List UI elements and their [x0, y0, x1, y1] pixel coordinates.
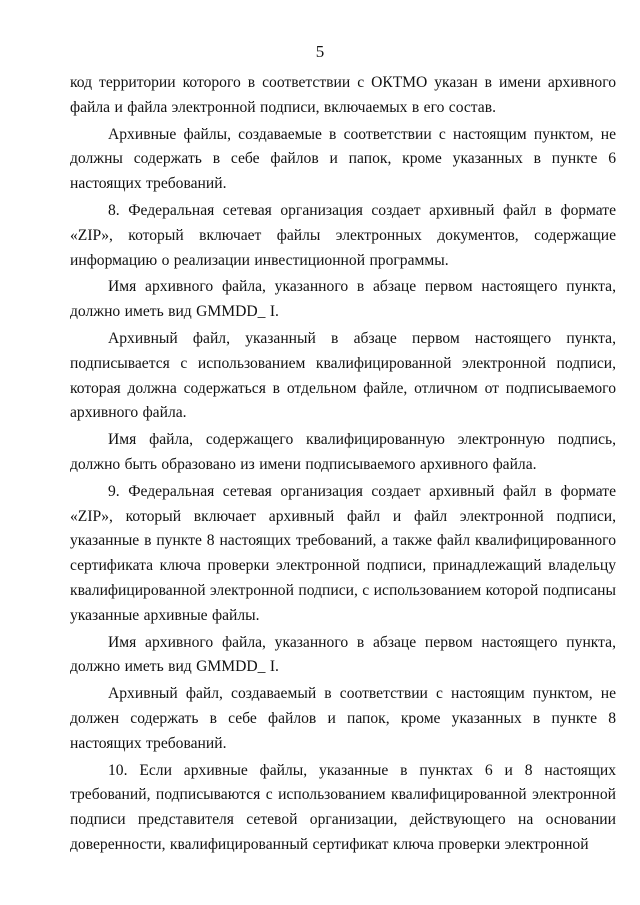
paragraph-continuation: код территории которого в соответствии с ОКТМО указан в имени архивного файла и файла электронной подписи, включаемых в его состав.	[70, 74, 616, 116]
paragraph-item-8: 8. Федеральная сетевая организация создает архивный файл в формате «ZIP», который включает файлы электронных документов, содержащие информацию о реализации инвестиционной программы.	[70, 201, 616, 269]
paragraph: Имя файла, содержащего квалифицированную электронную подпись, должно быть образовано из имени подписываемого архивного файла.	[70, 431, 616, 473]
paragraph: Имя архивного файла, указанного в абзаце первом настоящего пункта, должно иметь вид GMMDD_ I.	[70, 633, 616, 676]
page-number: 5	[315, 42, 325, 61]
paragraph: Архивные файлы, создаваемые в соответствии с настоящим пунктом, не должны содержать в себе файлов и папок, кроме указанных в пункте 6 настоящих требований.	[70, 125, 616, 193]
paragraph: Имя архивного файла, указанного в абзаце первом настоящего пункта, должно иметь вид GMMDD_ I.	[70, 278, 616, 321]
paragraph: Архивный файл, создаваемый в соответствии с настоящим пунктом, не должен содержать в себе файлов и папок, кроме указанных в пункте 8 настоящих требований.	[70, 685, 616, 752]
paragraph-item-10: 10. Если архивные файлы, указанные в пунктах 6 и 8 настоящих требований, подписываются с использованием квалифицированной электронной подписи представителя сетевой организации, действующего на основании доверенности, квалифицированный сертификат ключа проверки электронной	[70, 761, 616, 853]
paragraph: Архивный файл, указанный в абзаце первом настоящего пункта, подписывается с использованием квалифицированной электронной подписи, которая должна содержаться в отдельном файле, отличном от подписываемого архивного файла.	[70, 329, 616, 422]
paragraph-item-9: 9. Федеральная сетевая организация создает архивный файл в формате «ZIP», который включает архивный файл и файл электронной подписи, указанные в пункте 8 настоящих требований, а также файл квалифицированного сертификата ключа проверки электронной подписи, принадлежащий владельцу квалифицированной электронной подписи, с использованием которой подписаны указанные архивные файлы.	[70, 482, 616, 624]
document-body	[70, 71, 616, 860]
